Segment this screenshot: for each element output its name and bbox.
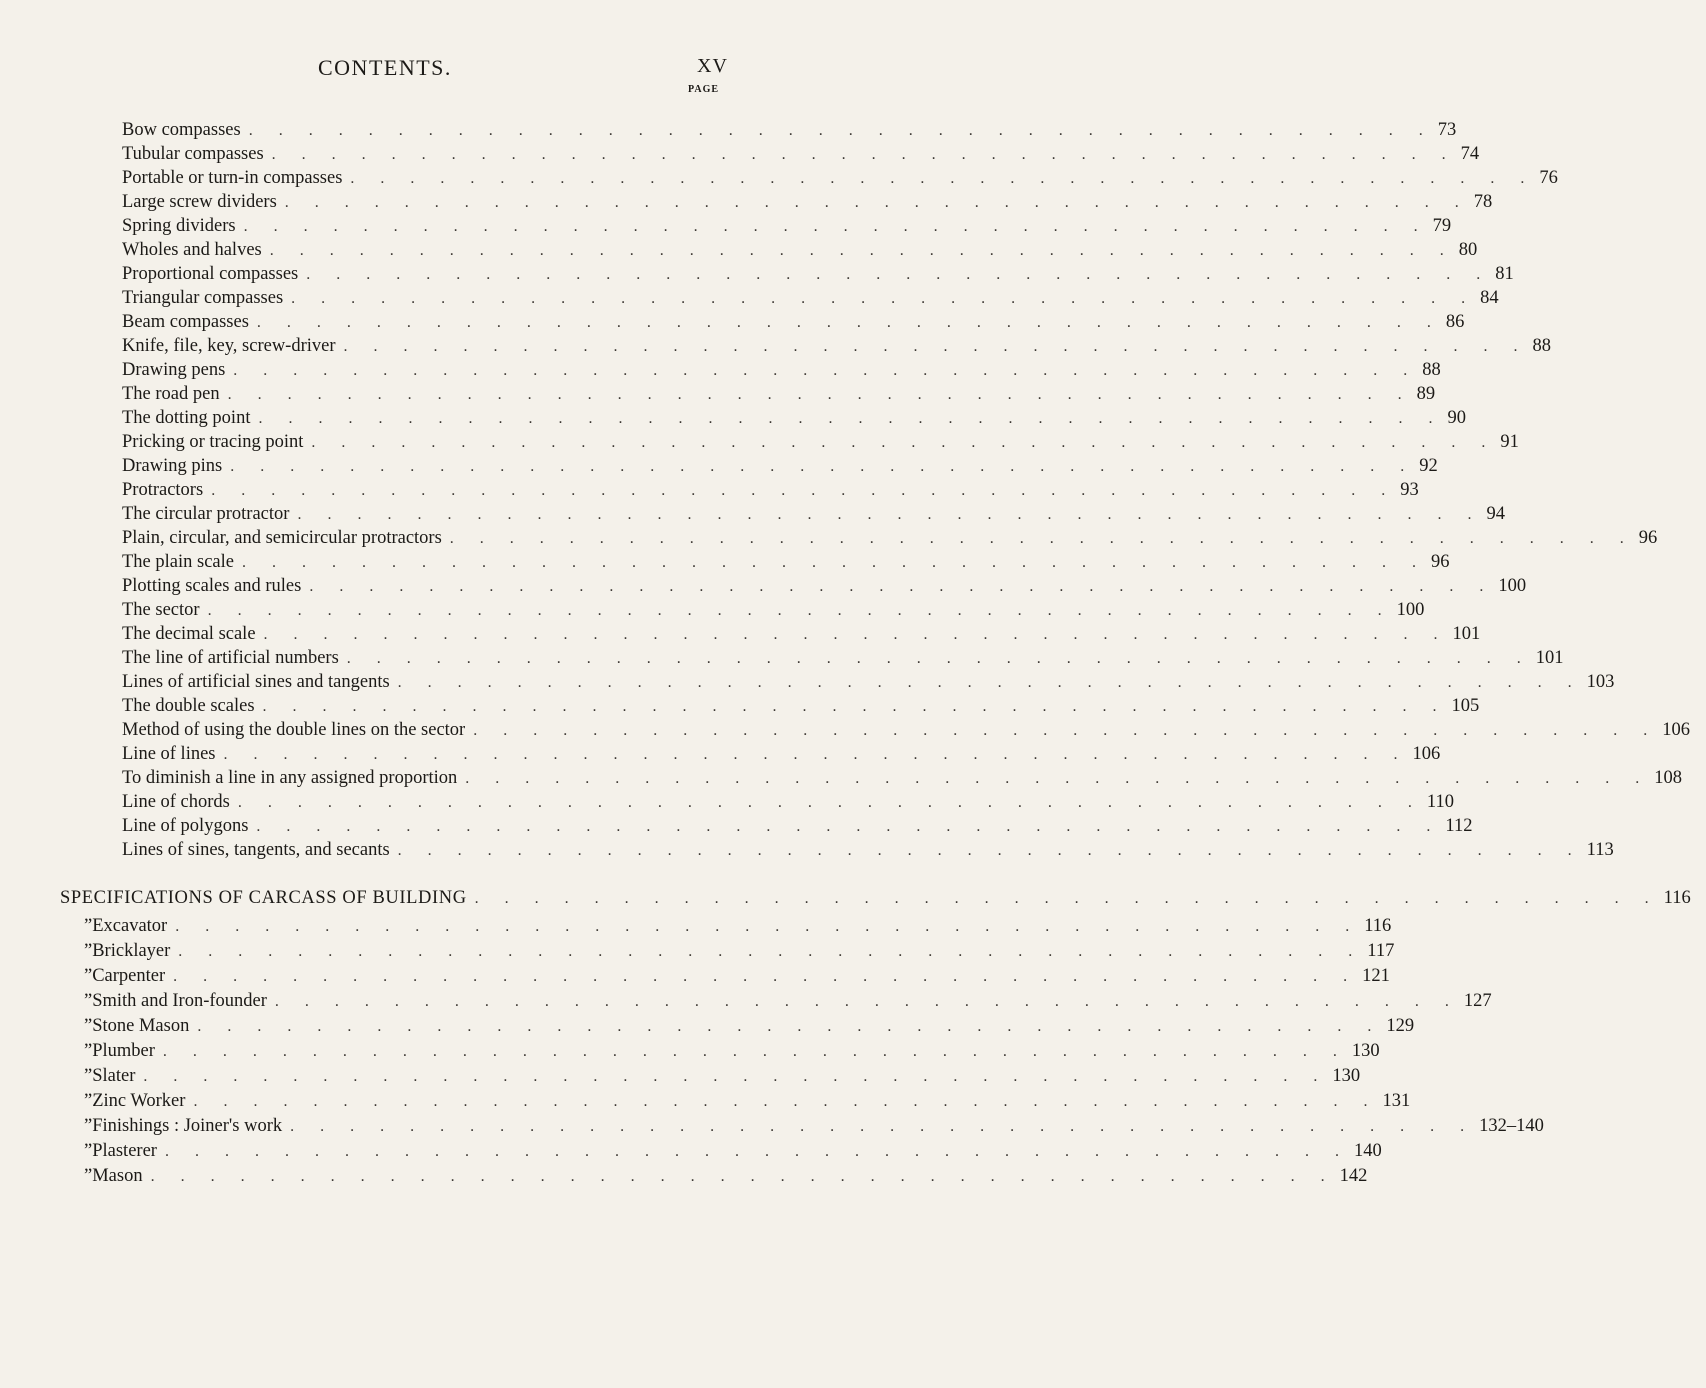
entry-page: 91	[1500, 432, 1519, 452]
entry-title: Knife, file, key, screw-driver	[122, 336, 336, 356]
entry-page: 132–140	[1479, 1116, 1544, 1136]
ditto-mark: ”	[84, 1141, 93, 1161]
dot-leader: . . . . . . . . . . . . . . . . . . . . . . . . . . . . . . . . . . . . . . . .	[233, 362, 1419, 379]
entry-page: 129	[1386, 1016, 1415, 1036]
dot-leader: . . . . . . . . . . . . . . . . . . . . . . . . . . . . . . . . . . . . . . . .	[237, 794, 1423, 811]
entry-title: Carpenter	[92, 966, 166, 986]
section-heading: SPECIFICATIONS OF CARCASS OF BUILDING	[60, 888, 467, 908]
contents-entry	[122, 766, 1683, 790]
section-entry	[84, 989, 1492, 1013]
ditto-mark: ”	[84, 1091, 93, 1111]
entry-page: 131	[1382, 1091, 1411, 1111]
contents-entry	[122, 454, 1438, 478]
dot-leader: . . . . . . . . . . . . . . . . . . . . . . . . . . . . . . . . . . . . . . . .	[256, 314, 1442, 331]
ditto-mark: ”	[84, 991, 93, 1011]
entry-title: The line of artificial numbers	[122, 648, 339, 668]
dot-leader: . . . . . . . . . . . . . . . . . . . . . . . . . . . . . . . . . . . . . . . .	[207, 602, 1393, 619]
contents-entry	[122, 838, 1614, 862]
entry-page: 101	[1452, 624, 1481, 644]
contents-entry	[122, 646, 1564, 670]
contents-entry	[122, 574, 1527, 598]
dot-leader: . . . . . . . . . . . . . . . . . . . . . . . . . . . . . . . . . . . . . . . .	[178, 943, 1364, 960]
contents-entry	[122, 334, 1552, 358]
section-heading-row	[60, 886, 1691, 910]
contents-entry	[122, 526, 1658, 550]
contents-entry	[122, 502, 1505, 526]
contents-entry	[122, 814, 1473, 838]
entry-title: The decimal scale	[122, 624, 256, 644]
entry-title: Protractors	[122, 480, 204, 500]
entry-page: 84	[1480, 288, 1499, 308]
entry-page: 88	[1532, 336, 1552, 356]
dot-leader: . . . . . . . . . . . . . . . . . . . . . . . . . . . . . . . . . . . . . . . .	[397, 674, 1583, 691]
dot-leader: . . . . . . . . . . . . . . . . . . . . . . . . . . . . . . . . . . . . . . . .	[346, 650, 1532, 667]
entry-page: 96	[1430, 552, 1450, 572]
entry-page: 96	[1638, 528, 1658, 548]
dot-leader: . . . . . . . . . . . . . . . . . . . . . . . . . . . . . . . . . . . . . . . .	[197, 1018, 1383, 1035]
entry-title: Lines of sines, tangents, and secants	[122, 840, 390, 860]
dot-leader: . . . . . . . . . . . . . . . . . . . . . . . . . . . . . . . . . . . . . . . .	[256, 818, 1442, 835]
entry-page: 90	[1447, 408, 1466, 428]
dot-leader: . . . . . . . . . . . . . . . . . . . . . . . . . . . . . . . . . . . . . . . .	[263, 626, 1449, 643]
dot-leader: . . . . . . . . . . . . . . . . . . . . . . . . . . . . . . . . . . . . . . . .	[162, 1043, 1348, 1060]
entry-title: Tubular compasses	[122, 144, 264, 164]
entry-title: Line of chords	[122, 792, 230, 812]
entry-page: 106	[1412, 744, 1441, 764]
entry-page: 100	[1396, 600, 1425, 620]
ditto-mark: ”	[84, 916, 93, 936]
entry-page: 112	[1445, 816, 1473, 836]
section-entry	[84, 914, 1392, 938]
dot-leader: . . . . . . . . . . . . . . . . . . . . . . . . . . . . . . . . . . . . . . . .	[284, 194, 1470, 211]
dot-leader: . . . . . . . . . . . . . . . . . . . . . . . . . . . . . . . . . . . . . . . .	[350, 170, 1536, 187]
dot-leader: . . . . . . . . . . . . . . . . . . . . . . . . . . . . . . . . . . . . . . . .	[173, 968, 1359, 985]
page-column-label: PAGE	[688, 84, 720, 95]
section-entry	[84, 1164, 1368, 1188]
entry-page: 106	[1662, 720, 1690, 740]
entry-title: Pricking or tracing point	[122, 432, 304, 452]
dot-leader: . . . . . . . . . . . . . . . . . . . . . . . . . . . . . . . . . . . . . . . .	[465, 770, 1651, 787]
entry-title: Excavator	[92, 916, 168, 936]
ditto-mark: ”	[84, 941, 93, 961]
entry-page: 103	[1586, 672, 1615, 692]
entry-page: 127	[1463, 991, 1492, 1011]
dot-leader: . . . . . . . . . . . . . . . . . . . . . . . . . . . . . . . . . . . . . . . .	[243, 218, 1429, 235]
entry-page: 142	[1339, 1166, 1368, 1186]
entry-page: 116	[1364, 916, 1392, 936]
dot-leader: . . . . . . . . . . . . . . . . . . . . . . . . . . . . . . . . . . . . . . . .	[230, 458, 1416, 475]
entry-page: 93	[1400, 480, 1419, 500]
entry-title: Zinc Worker	[92, 1091, 186, 1111]
contents-entry	[122, 670, 1615, 694]
entry-page: 81	[1495, 264, 1514, 284]
contents-entry	[122, 742, 1441, 766]
entry-page: 105	[1451, 696, 1480, 716]
ditto-mark: ”	[84, 1041, 93, 1061]
entry-title: Lines of artificial sines and tangents	[122, 672, 390, 692]
entry-title: Bricklayer	[92, 941, 171, 961]
contents-entry	[122, 262, 1514, 286]
entry-page: 101	[1535, 648, 1564, 668]
ditto-mark: ”	[84, 966, 93, 986]
contents-entry	[122, 358, 1441, 382]
entry-title: Line of polygons	[122, 816, 249, 836]
entry-page: 108	[1654, 768, 1683, 788]
entry-title: Proportional compasses	[122, 264, 299, 284]
contents-entry	[122, 406, 1466, 430]
entry-title: Spring dividers	[122, 216, 236, 236]
contents-entry	[122, 718, 1690, 742]
entry-title: Line of lines	[122, 744, 216, 764]
entry-page: 74	[1460, 144, 1480, 164]
entry-title: Portable or turn-in compasses	[122, 168, 343, 188]
section-entry	[84, 1114, 1544, 1138]
entry-title: Plotting scales and rules	[122, 576, 302, 596]
entry-title: The circular protractor	[122, 504, 290, 524]
dot-leader: . . . . . . . . . . . . . . . . . . . . . . . . . . . . . . . . . . . . . . . .	[164, 1143, 1350, 1160]
entry-title: Stone Mason	[92, 1016, 190, 1036]
entry-page: 113	[1586, 840, 1614, 860]
dot-leader: . . . . . . . . . . . . . . . . . . . . . . . . . . . . . . . . . . . . . . . .	[297, 506, 1483, 523]
entry-title: The plain scale	[122, 552, 234, 572]
dot-leader: . . . . . . . . . . . . . . . . . . . . . . . . . . . . . . . . . . . . . . . .	[248, 122, 1434, 139]
entry-title: Plasterer	[92, 1141, 157, 1161]
entry-title: Plumber	[92, 1041, 155, 1061]
contents-entry	[122, 622, 1481, 646]
entry-page: 88	[1422, 360, 1441, 380]
entry-page: 110	[1426, 792, 1454, 812]
entry-title: Mason	[92, 1166, 143, 1186]
entry-page: 76	[1539, 168, 1558, 188]
contents-entry	[122, 286, 1499, 310]
dot-leader: . . . . . . . . . . . . . . . . . . . . . . . . . . . . . . . . . . . . . . . .	[473, 722, 1659, 739]
dot-leader: . . . . . . . . . . . . . . . . . . . . . . . . . . . . . . . . . . . . . . . .	[143, 1068, 1329, 1085]
ditto-mark: ”	[84, 1066, 93, 1086]
dot-leader: . . . . . . . . . . . . . . . . . . . . . . . . . . . . . . . . . . . . . . . .	[343, 338, 1529, 355]
dot-leader: . . . . . . . . . . . . . . . . . . . . . . . . . . . . . . . . . . . . . . . .	[269, 242, 1455, 259]
entry-title: The road pen	[122, 384, 220, 404]
contents-entry	[122, 382, 1436, 406]
entry-page: 78	[1473, 192, 1493, 212]
dot-leader: . . . . . . . . . . . . . . . . . . . . . . . . . . . . . . . . . . . . . . . .	[258, 410, 1444, 427]
entry-page: 130	[1351, 1041, 1380, 1061]
running-header	[0, 55, 800, 85]
dot-leader: . . . . . . . . . . . . . . . . . . . . . . . . . . . . . . . . . . . . . . . .	[474, 890, 1660, 907]
dot-leader: . . . . . . . . . . . . . . . . . . . . . . . . . . . . . . . . . . . . . . . .	[262, 698, 1448, 715]
ditto-mark: ”	[84, 1116, 93, 1136]
dot-leader: . . . . . . . . . . . . . . . . . . . . . . . . . . . . . . . . . . . . . . . .	[211, 482, 1397, 499]
contents-entry	[122, 190, 1493, 214]
contents-entry	[122, 694, 1480, 718]
entry-page: 117	[1367, 941, 1395, 961]
entry-title: Triangular compasses	[122, 288, 284, 308]
dot-leader: . . . . . . . . . . . . . . . . . . . . . . . . . . . . . . . . . . . . . . . .	[306, 266, 1492, 283]
entry-title: The dotting point	[122, 408, 251, 428]
section-entry	[84, 1039, 1380, 1063]
entry-page: 73	[1437, 120, 1457, 140]
section-entry	[84, 1064, 1361, 1088]
entry-title: Bow compasses	[122, 120, 241, 140]
entry-page: 130	[1332, 1066, 1361, 1086]
dot-leader: . . . . . . . . . . . . . . . . . . . . . . . . . . . . . . . . . . . . . . . .	[193, 1093, 1379, 1110]
dot-leader: . . . . . . . . . . . . . . . . . . . . . . . . . . . . . . . . . . . . . . . .	[223, 746, 1409, 763]
entry-page: 94	[1486, 504, 1505, 524]
entry-title: The sector	[122, 600, 200, 620]
entry-page: 121	[1362, 966, 1390, 986]
dot-leader: . . . . . . . . . . . . . . . . . . . . . . . . . . . . . . . . . . . . . . . .	[397, 842, 1583, 859]
contents-entry	[122, 118, 1457, 142]
contents-entry	[122, 142, 1480, 166]
page-title: CONTENTS.	[318, 55, 452, 80]
entry-title: Plain, circular, and semicircular protractors	[122, 528, 442, 548]
contents-entry	[122, 790, 1454, 814]
contents-entry	[122, 598, 1425, 622]
entry-title: Large screw dividers	[122, 192, 277, 212]
entry-page: 89	[1416, 384, 1436, 404]
contents-entry	[122, 550, 1450, 574]
dot-leader: . . . . . . . . . . . . . . . . . . . . . . . . . . . . . . . . . . . . . . . .	[290, 1118, 1476, 1135]
dot-leader: . . . . . . . . . . . . . . . . . . . . . . . . . . . . . . . . . . . . . . . .	[311, 434, 1497, 451]
entry-title: Slater	[92, 1066, 136, 1086]
contents-entry	[122, 214, 1452, 238]
entry-title: Beam compasses	[122, 312, 249, 332]
entry-page: 86	[1445, 312, 1465, 332]
contents-entry	[122, 430, 1519, 454]
entry-title: Drawing pins	[122, 456, 223, 476]
entry-page: 100	[1498, 576, 1527, 596]
dot-leader: . . . . . . . . . . . . . . . . . . . . . . . . . . . . . . . . . . . . . . . .	[150, 1168, 1336, 1185]
dot-leader: . . . . . . . . . . . . . . . . . . . . . . . . . . . . . . . . . . . . . . . .	[271, 146, 1457, 163]
section-entry	[84, 964, 1390, 988]
entry-title: The double scales	[122, 696, 255, 716]
entry-title: Smith and Iron-founder	[92, 991, 267, 1011]
dot-leader: . . . . . . . . . . . . . . . . . . . . . . . . . . . . . . . . . . . . . . . .	[291, 290, 1477, 307]
entry-title: Method of using the double lines on the sector	[122, 720, 466, 740]
dot-leader: . . . . . . . . . . . . . . . . . . . . . . . . . . . . . . . . . . . . . . . .	[175, 918, 1361, 935]
ditto-mark: ”	[84, 1166, 93, 1186]
entry-title: Drawing pens	[122, 360, 226, 380]
entry-title: Wholes and halves	[122, 240, 262, 260]
section-entry	[84, 1014, 1415, 1038]
entry-page: 80	[1458, 240, 1478, 260]
contents-entry	[122, 238, 1478, 262]
dot-leader: . . . . . . . . . . . . . . . . . . . . . . . . . . . . . . . . . . . . . . . .	[227, 386, 1413, 403]
entry-page: 92	[1419, 456, 1438, 476]
entry-title: Finishings : Joiner's work	[92, 1116, 283, 1136]
dot-leader: . . . . . . . . . . . . . . . . . . . . . . . . . . . . . . . . . . . . . . . .	[309, 578, 1495, 595]
entry-page: 116	[1663, 888, 1691, 908]
dot-leader: . . . . . . . . . . . . . . . . . . . . . . . . . . . . . . . . . . . . . . . .	[241, 554, 1427, 571]
contents-entry	[122, 310, 1465, 334]
page-folio: XV	[697, 55, 728, 77]
section-entry	[84, 1089, 1411, 1113]
entry-page: 79	[1432, 216, 1452, 236]
section-entry	[84, 1139, 1382, 1163]
entry-title: To diminish a line in any assigned proportion	[122, 768, 458, 788]
ditto-mark: ”	[84, 1016, 93, 1036]
entry-page: 140	[1353, 1141, 1382, 1161]
dot-leader: . . . . . . . . . . . . . . . . . . . . . . . . . . . . . . . . . . . . . . . .	[274, 993, 1460, 1010]
contents-entry	[122, 478, 1419, 502]
dot-leader: . . . . . . . . . . . . . . . . . . . . . . . . . . . . . . . . . . . . . . . .	[449, 530, 1635, 547]
contents-entry	[122, 166, 1558, 190]
section-entry	[84, 939, 1395, 963]
